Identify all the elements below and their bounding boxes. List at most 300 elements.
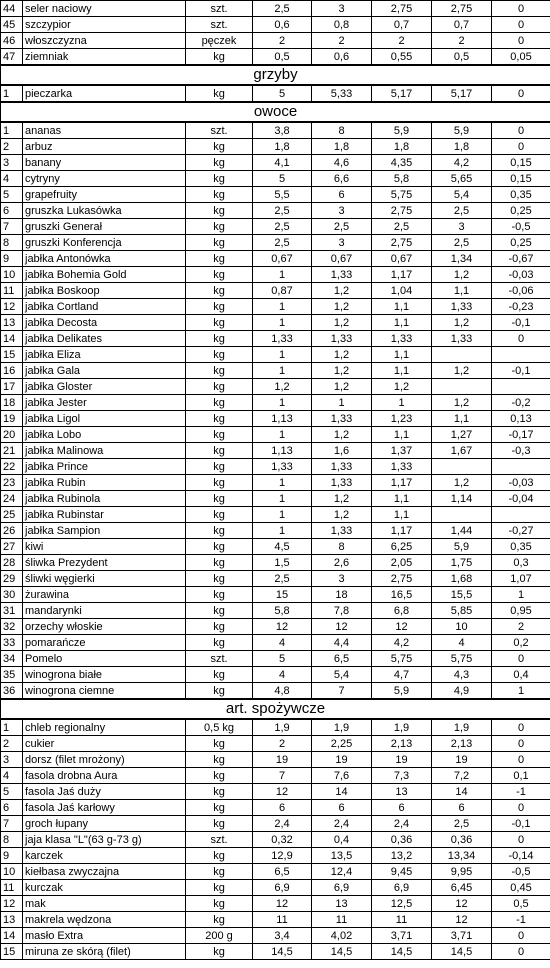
unit-cell: kg: [186, 683, 253, 700]
price-previous-cell: 12: [432, 896, 492, 912]
price-table-body: [1, 1, 550, 960]
price-change-cell: -1: [492, 912, 550, 928]
row-number-cell: 46: [1, 33, 23, 49]
row-number-cell: 20: [1, 427, 23, 443]
price-max-cell: 13: [312, 896, 372, 912]
price-max-cell: 18: [312, 587, 372, 603]
unit-cell: kg: [186, 635, 253, 651]
price-min-cell: 2,5: [253, 1, 312, 17]
price-avg-cell: 2,4: [372, 816, 432, 832]
price-min-cell: 1: [253, 395, 312, 411]
unit-cell: kg: [186, 427, 253, 443]
price-previous-cell: [432, 459, 492, 475]
product-name-cell: cukier: [23, 736, 186, 752]
price-previous-cell: 1,9: [432, 719, 492, 736]
price-previous-cell: 1,68: [432, 571, 492, 587]
price-max-cell: 0,8: [312, 17, 372, 33]
price-min-cell: 1: [253, 267, 312, 283]
table-row: [1, 475, 550, 491]
price-max-cell: 1,33: [312, 523, 372, 539]
row-number-cell: 30: [1, 587, 23, 603]
price-min-cell: 5,8: [253, 603, 312, 619]
price-min-cell: 1: [253, 491, 312, 507]
unit-cell: kg: [186, 491, 253, 507]
product-name-cell: mak: [23, 896, 186, 912]
price-min-cell: 1: [253, 523, 312, 539]
price-max-cell: 1,8: [312, 139, 372, 155]
price-min-cell: 4,8: [253, 683, 312, 700]
product-name-cell: jabłka Rubinola: [23, 491, 186, 507]
row-number-cell: 47: [1, 49, 23, 66]
product-name-cell: kiwi: [23, 539, 186, 555]
price-avg-cell: 1,1: [372, 299, 432, 315]
row-number-cell: 3: [1, 752, 23, 768]
price-change-cell: -0,2: [492, 395, 550, 411]
price-previous-cell: 5,4: [432, 187, 492, 203]
row-number-cell: 2: [1, 736, 23, 752]
table-row: [1, 187, 550, 203]
unit-cell: kg: [186, 736, 253, 752]
price-max-cell: 1,33: [312, 475, 372, 491]
product-name-cell: winogrona białe: [23, 667, 186, 683]
price-avg-cell: 1,04: [372, 283, 432, 299]
price-avg-cell: 2,75: [372, 235, 432, 251]
unit-cell: kg: [186, 283, 253, 299]
price-change-cell: -0,17: [492, 427, 550, 443]
product-name-cell: szczypior: [23, 17, 186, 33]
row-number-cell: 16: [1, 363, 23, 379]
product-name-cell: arbuz: [23, 139, 186, 155]
price-min-cell: 0,5: [253, 49, 312, 66]
price-min-cell: 1,9: [253, 719, 312, 736]
table-row: [1, 619, 550, 635]
unit-cell: kg: [186, 299, 253, 315]
product-name-cell: kurczak: [23, 880, 186, 896]
row-number-cell: 17: [1, 379, 23, 395]
price-avg-cell: 1,8: [372, 139, 432, 155]
table-row: [1, 736, 550, 752]
row-number-cell: 32: [1, 619, 23, 635]
price-previous-cell: 1,67: [432, 443, 492, 459]
price-change-cell: 1: [492, 683, 550, 700]
price-avg-cell: 12: [372, 619, 432, 635]
price-previous-cell: 3,71: [432, 928, 492, 944]
price-min-cell: 1,5: [253, 555, 312, 571]
table-row: [1, 832, 550, 848]
product-name-cell: seler naciowy: [23, 1, 186, 17]
table-row: [1, 155, 550, 171]
price-avg-cell: 1,1: [372, 427, 432, 443]
product-name-cell: jabłka Bohemia Gold: [23, 267, 186, 283]
price-avg-cell: 4,7: [372, 667, 432, 683]
price-max-cell: 1,2: [312, 315, 372, 331]
row-number-cell: 45: [1, 17, 23, 33]
price-avg-cell: 1,33: [372, 331, 432, 347]
product-name-cell: cytryny: [23, 171, 186, 187]
row-number-cell: 9: [1, 848, 23, 864]
price-min-cell: 0,6: [253, 17, 312, 33]
product-name-cell: jabłka Ligol: [23, 411, 186, 427]
product-name-cell: żurawina: [23, 587, 186, 603]
product-name-cell: chleb regionalny: [23, 719, 186, 736]
price-previous-cell: 15,5: [432, 587, 492, 603]
row-number-cell: 12: [1, 299, 23, 315]
unit-cell: 0,5 kg: [186, 719, 253, 736]
price-avg-cell: 5,9: [372, 122, 432, 139]
price-min-cell: 0,67: [253, 251, 312, 267]
product-name-cell: jabłka Eliza: [23, 347, 186, 363]
price-previous-cell: 0,5: [432, 49, 492, 66]
price-previous-cell: 9,95: [432, 864, 492, 880]
price-change-cell: 0: [492, 752, 550, 768]
price-max-cell: 1,6: [312, 443, 372, 459]
price-max-cell: 1,2: [312, 347, 372, 363]
unit-cell: kg: [186, 507, 253, 523]
price-min-cell: 4,5: [253, 539, 312, 555]
table-row: [1, 219, 550, 235]
price-avg-cell: 6,9: [372, 880, 432, 896]
unit-cell: kg: [186, 411, 253, 427]
unit-cell: kg: [186, 523, 253, 539]
price-change-cell: 0: [492, 331, 550, 347]
price-change-cell: 0: [492, 651, 550, 667]
price-avg-cell: 1,2: [372, 379, 432, 395]
price-avg-cell: 1,1: [372, 491, 432, 507]
price-previous-cell: 5,9: [432, 122, 492, 139]
price-min-cell: 3,8: [253, 122, 312, 139]
price-previous-cell: 0,36: [432, 832, 492, 848]
price-max-cell: 8: [312, 122, 372, 139]
price-max-cell: 6,9: [312, 880, 372, 896]
price-previous-cell: 6: [432, 800, 492, 816]
price-min-cell: 2: [253, 736, 312, 752]
price-previous-cell: 14,5: [432, 944, 492, 960]
price-previous-cell: 3: [432, 219, 492, 235]
price-min-cell: 4,1: [253, 155, 312, 171]
price-min-cell: 12: [253, 896, 312, 912]
row-number-cell: 26: [1, 523, 23, 539]
row-number-cell: 5: [1, 784, 23, 800]
price-previous-cell: 1,2: [432, 315, 492, 331]
price-min-cell: 6,5: [253, 864, 312, 880]
row-number-cell: 13: [1, 315, 23, 331]
row-number-cell: 35: [1, 667, 23, 683]
price-max-cell: 14,5: [312, 944, 372, 960]
price-avg-cell: 6: [372, 800, 432, 816]
price-min-cell: 2,5: [253, 571, 312, 587]
price-previous-cell: 19: [432, 752, 492, 768]
price-min-cell: 14,5: [253, 944, 312, 960]
product-name-cell: Pomelo: [23, 651, 186, 667]
price-change-cell: 0: [492, 944, 550, 960]
unit-cell: 200 g: [186, 928, 253, 944]
section-header: [1, 65, 550, 85]
unit-cell: kg: [186, 896, 253, 912]
row-number-cell: 36: [1, 683, 23, 700]
price-max-cell: 19: [312, 752, 372, 768]
row-number-cell: 4: [1, 171, 23, 187]
price-change-cell: 0,15: [492, 171, 550, 187]
price-max-cell: 6,5: [312, 651, 372, 667]
product-name-cell: jabłka Cortland: [23, 299, 186, 315]
price-previous-cell: 5,75: [432, 651, 492, 667]
unit-cell: szt.: [186, 1, 253, 17]
table-row: [1, 719, 550, 736]
table-row: [1, 17, 550, 33]
price-previous-cell: 1,33: [432, 299, 492, 315]
table-row: [1, 122, 550, 139]
row-number-cell: 33: [1, 635, 23, 651]
price-max-cell: 0,4: [312, 832, 372, 848]
row-number-cell: 6: [1, 800, 23, 816]
product-name-cell: jabłka Sampion: [23, 523, 186, 539]
row-number-cell: 10: [1, 267, 23, 283]
row-number-cell: 2: [1, 139, 23, 155]
price-change-cell: [492, 379, 550, 395]
table-row: [1, 880, 550, 896]
unit-cell: kg: [186, 603, 253, 619]
price-min-cell: 1,33: [253, 459, 312, 475]
price-max-cell: 2: [312, 33, 372, 49]
price-min-cell: 2,5: [253, 203, 312, 219]
price-avg-cell: 14,5: [372, 944, 432, 960]
price-avg-cell: 2,5: [372, 219, 432, 235]
price-max-cell: 2,6: [312, 555, 372, 571]
price-previous-cell: 1,33: [432, 331, 492, 347]
price-change-cell: [492, 347, 550, 363]
price-max-cell: 1,33: [312, 411, 372, 427]
price-change-cell: -0,14: [492, 848, 550, 864]
price-max-cell: 5,4: [312, 667, 372, 683]
price-avg-cell: 5,75: [372, 187, 432, 203]
row-number-cell: 14: [1, 331, 23, 347]
table-row: [1, 635, 550, 651]
product-name-cell: gruszka Lukasówka: [23, 203, 186, 219]
price-change-cell: -0,5: [492, 864, 550, 880]
price-max-cell: 1,2: [312, 299, 372, 315]
price-min-cell: 2,5: [253, 219, 312, 235]
price-max-cell: 1,33: [312, 459, 372, 475]
table-row: [1, 491, 550, 507]
product-name-cell: jabłka Decosta: [23, 315, 186, 331]
table-row: [1, 85, 550, 102]
price-change-cell: 0,35: [492, 539, 550, 555]
table-row: [1, 235, 550, 251]
unit-cell: kg: [186, 555, 253, 571]
row-number-cell: 11: [1, 880, 23, 896]
price-min-cell: 1,2: [253, 379, 312, 395]
row-number-cell: 14: [1, 928, 23, 944]
price-previous-cell: 1,8: [432, 139, 492, 155]
unit-cell: kg: [186, 395, 253, 411]
unit-cell: kg: [186, 848, 253, 864]
price-change-cell: 0,15: [492, 155, 550, 171]
product-name-cell: jaja klasa "L"(63 g-73 g): [23, 832, 186, 848]
product-name-cell: dorsz (filet mrożony): [23, 752, 186, 768]
row-number-cell: 22: [1, 459, 23, 475]
price-min-cell: 5: [253, 651, 312, 667]
table-row: [1, 571, 550, 587]
section-header: [1, 102, 550, 122]
unit-cell: kg: [186, 880, 253, 896]
product-name-cell: grapefruity: [23, 187, 186, 203]
price-max-cell: 12: [312, 619, 372, 635]
product-name-cell: śliwka Prezydent: [23, 555, 186, 571]
unit-cell: kg: [186, 171, 253, 187]
table-row: [1, 816, 550, 832]
price-avg-cell: 5,75: [372, 651, 432, 667]
price-max-cell: 1,9: [312, 719, 372, 736]
price-max-cell: 13,5: [312, 848, 372, 864]
row-number-cell: 3: [1, 155, 23, 171]
price-min-cell: 15: [253, 587, 312, 603]
row-number-cell: 4: [1, 768, 23, 784]
price-avg-cell: 11: [372, 912, 432, 928]
price-previous-cell: 1,75: [432, 555, 492, 571]
price-change-cell: 0,3: [492, 555, 550, 571]
price-min-cell: 1,8: [253, 139, 312, 155]
price-avg-cell: 1,1: [372, 347, 432, 363]
product-name-cell: fasola Jaś karłowy: [23, 800, 186, 816]
price-min-cell: 0,87: [253, 283, 312, 299]
price-previous-cell: 1,27: [432, 427, 492, 443]
price-min-cell: 7: [253, 768, 312, 784]
price-avg-cell: 1,1: [372, 315, 432, 331]
table-row: [1, 267, 550, 283]
price-previous-cell: 4,2: [432, 155, 492, 171]
price-max-cell: 7: [312, 683, 372, 700]
price-max-cell: 1,2: [312, 283, 372, 299]
price-previous-cell: 5,17: [432, 85, 492, 102]
table-row: [1, 523, 550, 539]
product-name-cell: jabłka Boskoop: [23, 283, 186, 299]
product-name-cell: orzechy włoskie: [23, 619, 186, 635]
price-min-cell: 4: [253, 635, 312, 651]
price-max-cell: 0,67: [312, 251, 372, 267]
price-change-cell: 0,35: [492, 187, 550, 203]
row-number-cell: 24: [1, 491, 23, 507]
price-avg-cell: 1,23: [372, 411, 432, 427]
price-previous-cell: 1,14: [432, 491, 492, 507]
product-name-cell: jabłka Prince: [23, 459, 186, 475]
unit-cell: pęczek: [186, 33, 253, 49]
price-min-cell: 1,33: [253, 331, 312, 347]
price-change-cell: -0,5: [492, 219, 550, 235]
price-avg-cell: 1: [372, 395, 432, 411]
row-number-cell: 1: [1, 85, 23, 102]
price-min-cell: 1: [253, 507, 312, 523]
table-row: [1, 651, 550, 667]
price-change-cell: -0,03: [492, 475, 550, 491]
price-avg-cell: 1,17: [372, 523, 432, 539]
row-number-cell: 27: [1, 539, 23, 555]
price-avg-cell: 1,1: [372, 507, 432, 523]
price-change-cell: -0,04: [492, 491, 550, 507]
price-previous-cell: 4: [432, 635, 492, 651]
price-previous-cell: 1,1: [432, 411, 492, 427]
table-row: [1, 928, 550, 944]
price-min-cell: 2,4: [253, 816, 312, 832]
row-number-cell: 12: [1, 896, 23, 912]
row-number-cell: 18: [1, 395, 23, 411]
row-number-cell: 9: [1, 251, 23, 267]
price-max-cell: 2,4: [312, 816, 372, 832]
unit-cell: kg: [186, 235, 253, 251]
price-avg-cell: 12,5: [372, 896, 432, 912]
price-max-cell: 6,6: [312, 171, 372, 187]
price-previous-cell: 4,3: [432, 667, 492, 683]
product-name-cell: jabłka Malinowa: [23, 443, 186, 459]
row-number-cell: 7: [1, 219, 23, 235]
unit-cell: kg: [186, 864, 253, 880]
price-avg-cell: 19: [372, 752, 432, 768]
price-change-cell: 0: [492, 122, 550, 139]
price-change-cell: 0,45: [492, 880, 550, 896]
price-max-cell: 4,02: [312, 928, 372, 944]
row-number-cell: 8: [1, 235, 23, 251]
price-change-cell: 1: [492, 587, 550, 603]
unit-cell: kg: [186, 219, 253, 235]
price-previous-cell: 0,7: [432, 17, 492, 33]
price-min-cell: 6,9: [253, 880, 312, 896]
price-previous-cell: 1,44: [432, 523, 492, 539]
product-name-cell: gruszki Konferencja: [23, 235, 186, 251]
unit-cell: kg: [186, 267, 253, 283]
price-change-cell: 1,07: [492, 571, 550, 587]
price-min-cell: 4: [253, 667, 312, 683]
price-change-cell: 0,25: [492, 235, 550, 251]
table-row: [1, 784, 550, 800]
price-change-cell: 0: [492, 17, 550, 33]
price-change-cell: 0,1: [492, 768, 550, 784]
unit-cell: szt.: [186, 651, 253, 667]
table-row: [1, 896, 550, 912]
price-change-cell: -0,27: [492, 523, 550, 539]
price-avg-cell: 7,3: [372, 768, 432, 784]
price-avg-cell: 1,9: [372, 719, 432, 736]
price-min-cell: 2: [253, 33, 312, 49]
table-row: [1, 587, 550, 603]
unit-cell: kg: [186, 800, 253, 816]
price-max-cell: 1,2: [312, 507, 372, 523]
price-previous-cell: 1,2: [432, 475, 492, 491]
price-max-cell: 3: [312, 571, 372, 587]
row-number-cell: 7: [1, 816, 23, 832]
price-previous-cell: 1,2: [432, 267, 492, 283]
product-name-cell: miruna ze skórą (filet): [23, 944, 186, 960]
price-min-cell: 1: [253, 475, 312, 491]
price-previous-cell: 10: [432, 619, 492, 635]
row-number-cell: 5: [1, 187, 23, 203]
price-max-cell: 6: [312, 800, 372, 816]
price-change-cell: 0,5: [492, 896, 550, 912]
price-avg-cell: 2,75: [372, 203, 432, 219]
table-row: [1, 299, 550, 315]
price-change-cell: 2: [492, 619, 550, 635]
price-avg-cell: 6,25: [372, 539, 432, 555]
price-avg-cell: 5,9: [372, 683, 432, 700]
unit-cell: kg: [186, 571, 253, 587]
price-change-cell: 0: [492, 832, 550, 848]
table-row: [1, 752, 550, 768]
table-row: [1, 944, 550, 960]
price-max-cell: 3: [312, 235, 372, 251]
price-min-cell: 3,4: [253, 928, 312, 944]
price-avg-cell: 4,2: [372, 635, 432, 651]
price-max-cell: 11: [312, 912, 372, 928]
price-max-cell: 6: [312, 187, 372, 203]
unit-cell: szt.: [186, 17, 253, 33]
